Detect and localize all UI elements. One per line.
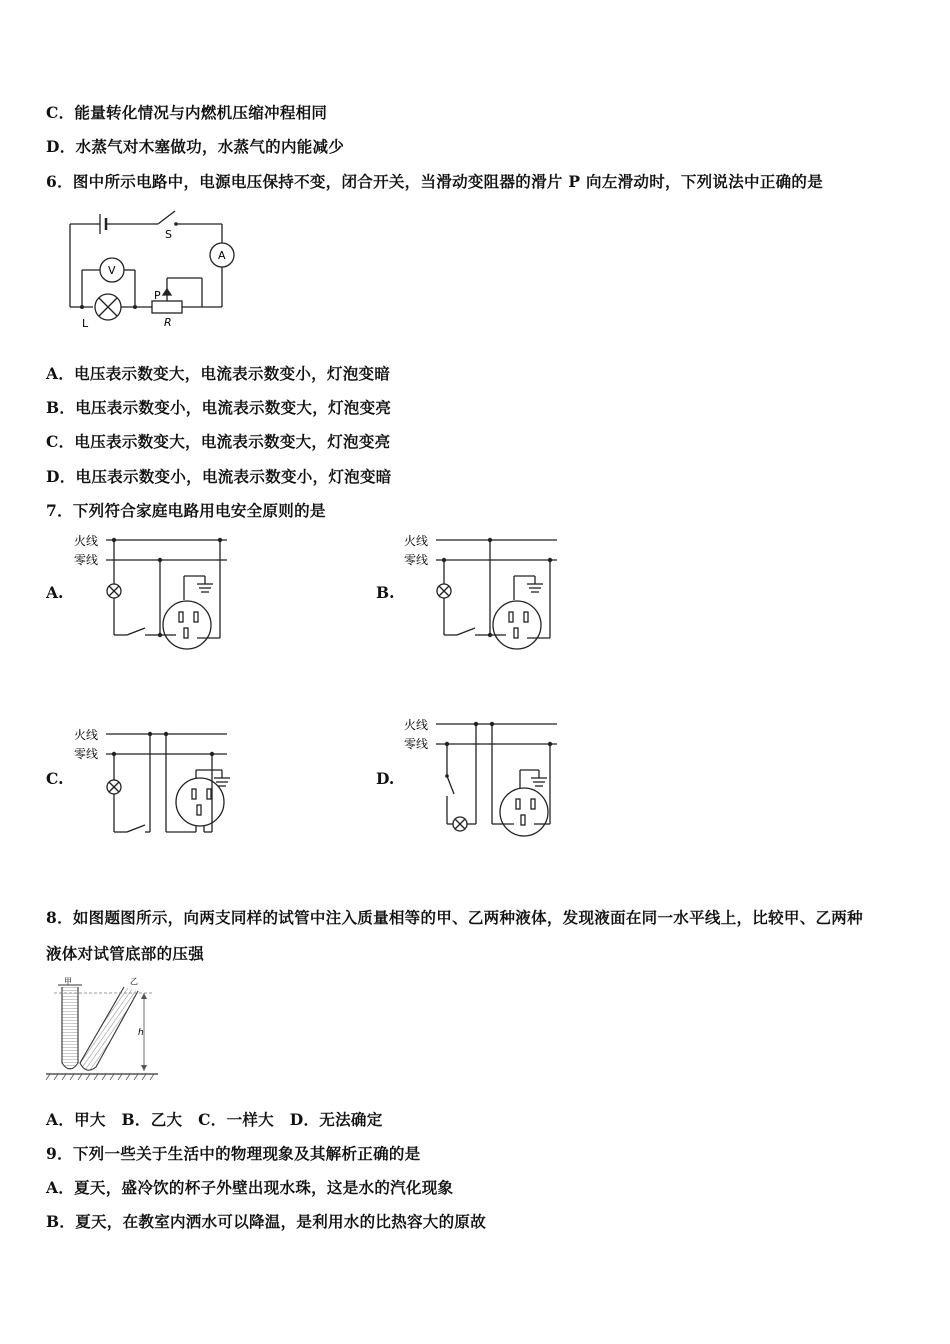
q8-label-h: h bbox=[138, 1028, 144, 1038]
q5-option-c: C．能量转化情况与内燃机压缩冲程相同 bbox=[46, 103, 328, 122]
q7-label-a: A. bbox=[46, 583, 64, 602]
q7-label-c: C. bbox=[46, 769, 64, 788]
q6-label-v: V bbox=[108, 264, 116, 277]
q6-label-r: R bbox=[164, 316, 172, 329]
q7a-live-label: 火线 bbox=[74, 534, 99, 548]
q6-circuit-diagram bbox=[60, 200, 240, 340]
q9-stem: 9．下列一些关于生活中的物理现象及其解析正确的是 bbox=[46, 1144, 421, 1163]
q7-label-d: D. bbox=[376, 769, 395, 788]
q9-option-a: A．夏天，盛冷饮的杯子外壁出现水珠，这是水的汽化现象 bbox=[46, 1178, 454, 1197]
q7b-live-label: 火线 bbox=[404, 534, 429, 548]
q7c-neutral-label: 零线 bbox=[74, 747, 99, 761]
q7-diagram-b bbox=[402, 528, 572, 658]
q6-option-b: B．电压表示数变小，电流表示数变大，灯泡变亮 bbox=[46, 398, 392, 417]
q6-option-a: A．电压表示数变大，电流表示数变小，灯泡变暗 bbox=[46, 364, 391, 383]
q6-label-s: S bbox=[165, 228, 172, 241]
q6-option-d: D．电压表示数变小，电流表示数变小，灯泡变暗 bbox=[46, 467, 392, 486]
q7-diagram-d bbox=[402, 712, 572, 842]
q8-test-tubes-figure bbox=[44, 975, 164, 1085]
q7-diagram-a bbox=[72, 528, 242, 658]
q8-options: A．甲大 B．乙大 C．一样大 D．无法确定 bbox=[46, 1110, 383, 1129]
q8-label-jia: 甲 bbox=[64, 977, 72, 986]
q6-option-c: C．电压表示数变大，电流表示数变大，灯泡变亮 bbox=[46, 432, 391, 451]
q6-label-p: P bbox=[154, 289, 161, 302]
q7-label-b: B. bbox=[376, 583, 395, 602]
q8-stem-line2: 液体对试管底部的压强 bbox=[46, 944, 205, 963]
q7d-live-label: 火线 bbox=[404, 718, 429, 732]
q7c-live-label: 火线 bbox=[74, 728, 99, 742]
q7-stem: 7．下列符合家庭电路用电安全原则的是 bbox=[46, 501, 326, 520]
q5-option-d: D．水蒸气对木塞做功，水蒸气的内能减少 bbox=[46, 137, 345, 156]
q7-diagram-c bbox=[72, 722, 242, 852]
q8-label-yi: 乙 bbox=[130, 977, 138, 986]
q7a-neutral-label: 零线 bbox=[74, 553, 99, 567]
q7b-neutral-label: 零线 bbox=[404, 553, 429, 567]
q7d-neutral-label: 零线 bbox=[404, 737, 429, 751]
q6-stem: 6．图中所示电路中，电源电压保持不变，闭合开关，当滑动变阻器的滑片 P 向左滑动时，下列说法中正确的是 bbox=[46, 172, 824, 191]
q9-option-b: B．夏天，在教室内洒水可以降温，是利用水的比热容大的原故 bbox=[46, 1212, 487, 1231]
q6-label-a: A bbox=[218, 249, 226, 262]
q6-label-l: L bbox=[82, 317, 89, 330]
q8-stem-line1: 8．如图题图所示，向两支同样的试管中注入质量相等的甲、乙两种液体，发现液面在同一水平线上，比较甲、乙两种 bbox=[46, 908, 863, 927]
